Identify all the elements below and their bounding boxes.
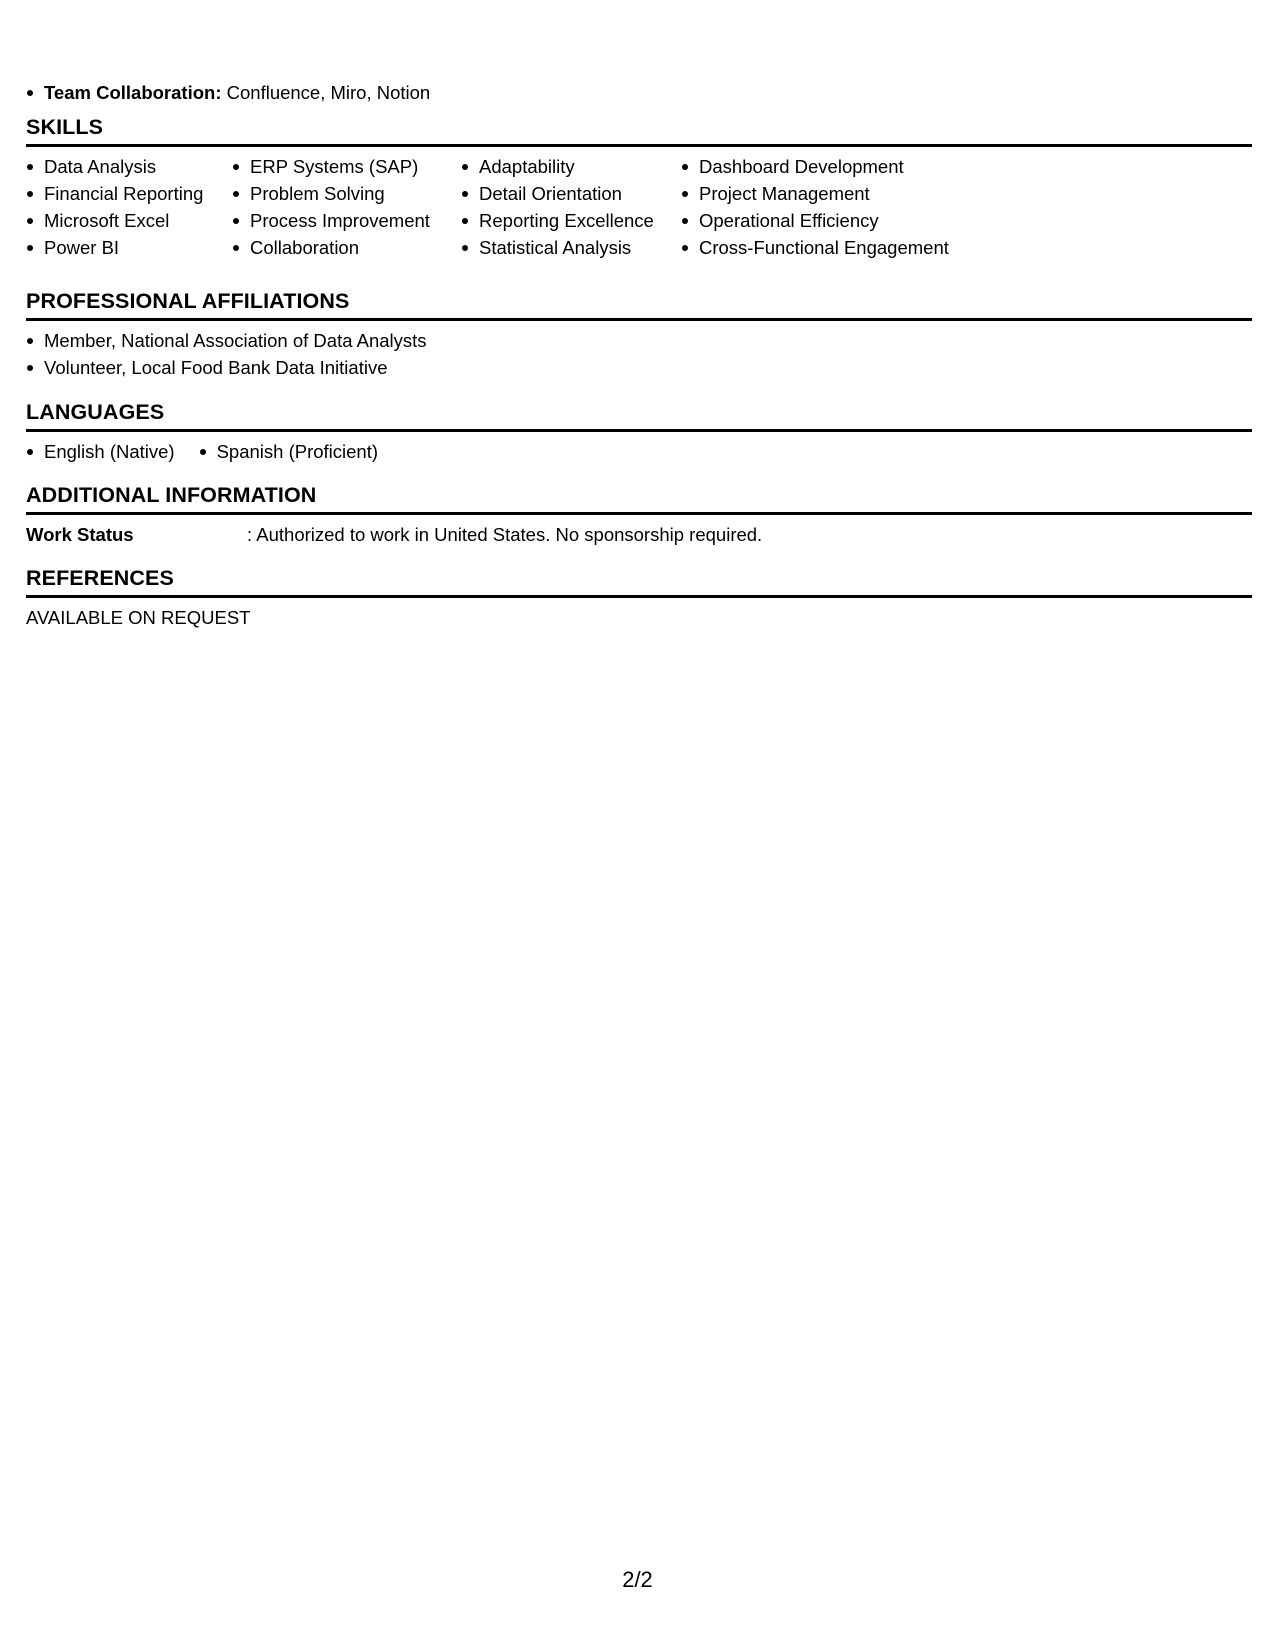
- languages-list: [26, 438, 1252, 465]
- references-section: [26, 564, 1252, 631]
- skill-item: Power BI: [26, 234, 232, 261]
- affiliations-heading: PROFESSIONAL AFFILIATIONS: [26, 287, 1252, 321]
- skills-column-2: [232, 153, 461, 261]
- skills-column-1: [26, 153, 232, 261]
- skill-item: Detail Orientation: [461, 180, 681, 207]
- skills-column-4: [681, 153, 981, 261]
- skill-item: Reporting Excellence: [461, 207, 681, 234]
- skill-item: Data Analysis: [26, 153, 232, 180]
- work-status-label: Work Status: [26, 524, 134, 545]
- affiliation-item: Volunteer, Local Food Bank Data Initiative: [26, 354, 1252, 381]
- affiliation-item: Member, National Association of Data Analysts: [26, 327, 1252, 354]
- additional-info-section: [26, 481, 1252, 548]
- additional-info-heading: ADDITIONAL INFORMATION: [26, 481, 1252, 515]
- tools-item-team-collaboration: [26, 79, 430, 106]
- skill-item: Project Management: [681, 180, 981, 207]
- skills-column-3: [461, 153, 681, 261]
- skill-item: ERP Systems (SAP): [232, 153, 461, 180]
- languages-heading: LANGUAGES: [26, 398, 1252, 432]
- skill-item: Cross-Functional Engagement: [681, 234, 981, 261]
- skill-item: Financial Reporting: [26, 180, 232, 207]
- skill-item: Collaboration: [232, 234, 461, 261]
- skill-item: Dashboard Development: [681, 153, 981, 180]
- skill-item: Microsoft Excel: [26, 207, 232, 234]
- skills-heading: SKILLS: [26, 113, 1252, 147]
- affiliations-section: [26, 287, 1252, 381]
- work-status-row: [26, 521, 1252, 548]
- tools-item-value: Confluence, Miro, Notion: [226, 82, 431, 103]
- skill-item: Statistical Analysis: [461, 234, 681, 261]
- language-item: English (Native): [26, 438, 175, 465]
- skills-section: [26, 113, 1252, 261]
- skill-item: Problem Solving: [232, 180, 461, 207]
- languages-section: [26, 398, 1252, 465]
- tools-item-label: Team Collaboration:: [44, 82, 222, 103]
- language-item: Spanish (Proficient): [199, 438, 378, 465]
- affiliations-list: [26, 327, 1252, 381]
- skill-item: Process Improvement: [232, 207, 461, 234]
- references-heading: REFERENCES: [26, 564, 1252, 598]
- page-number: 2/2: [622, 1567, 653, 1592]
- skill-item: Operational Efficiency: [681, 207, 981, 234]
- work-status-value: : Authorized to work in United States. No sponsorship required.: [247, 524, 763, 545]
- skill-item: Adaptability: [461, 153, 681, 180]
- skills-grid: [26, 153, 1252, 261]
- references-text: AVAILABLE ON REQUEST: [26, 607, 251, 628]
- tools-list: [26, 79, 430, 106]
